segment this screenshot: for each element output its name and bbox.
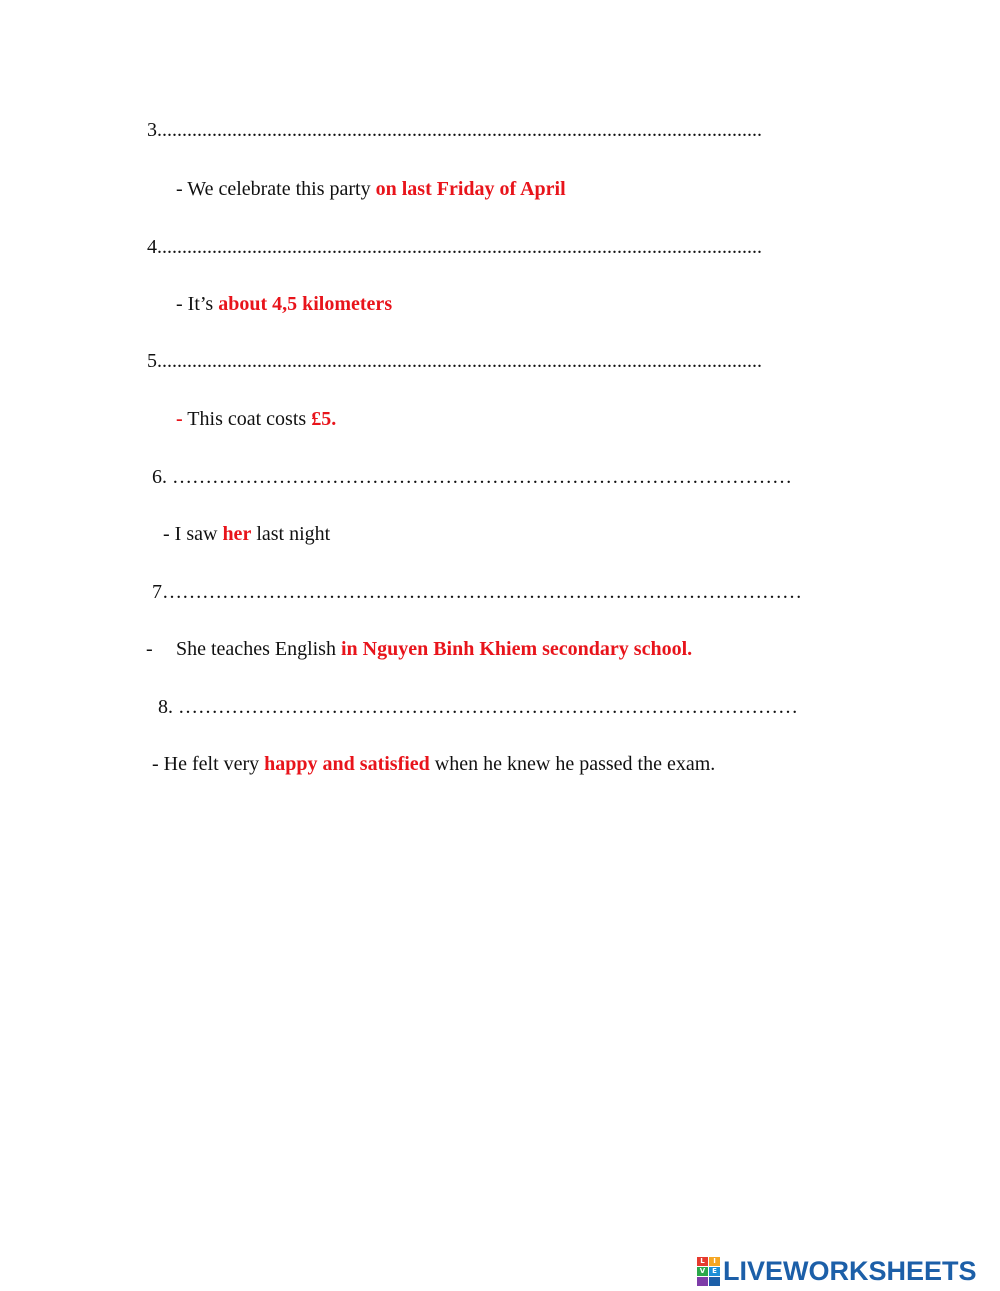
question-5-dots: 5......................................................................................................................... — [147, 350, 762, 372]
answer-5-dash: - — [176, 408, 183, 430]
question-6-line — [152, 465, 792, 489]
logo-mark-block — [697, 1277, 708, 1286]
answer-6-suffix: last night — [251, 523, 331, 545]
question-4-dots: 4......................................................................................................................... — [147, 236, 762, 258]
answer-6 — [163, 522, 330, 546]
question-7-dots: 7…………………………………………………………………………………… — [152, 581, 802, 603]
question-6-dots: 6. ………………………………………………………………………………… — [152, 466, 792, 488]
liveworksheets-logo-icon — [697, 1257, 720, 1286]
logo-mark-block: E — [709, 1267, 720, 1276]
question-7-line — [152, 580, 802, 604]
liveworksheets-logo — [697, 1256, 977, 1286]
question-4-line — [147, 235, 762, 259]
logo-mark-block — [709, 1277, 720, 1286]
answer-8-suffix: when he knew he passed the exam. — [429, 753, 716, 775]
question-8-line — [158, 695, 798, 719]
question-3-line — [147, 118, 762, 142]
answer-3-highlight: on last Friday of April — [375, 178, 566, 200]
answer-8-highlight: happy and satisfied — [264, 753, 430, 775]
question-5-line — [147, 349, 762, 373]
answer-8 — [152, 752, 715, 776]
answer-6-text: - I saw — [163, 523, 223, 545]
answer-7 — [146, 637, 692, 661]
logo-mark-block: L — [697, 1257, 708, 1266]
answer-6-highlight: her — [222, 523, 252, 545]
answer-5-text: This coat costs — [182, 408, 312, 430]
answer-4-text: - It’s — [176, 293, 219, 315]
answer-4-highlight: about 4,5 kilometers — [218, 293, 393, 315]
answer-7-dash: - — [146, 638, 153, 660]
liveworksheets-logo-text: LIVEWORKSHEETS — [723, 1256, 977, 1286]
question-8-dots: 8. ………………………………………………………………………………… — [158, 696, 798, 718]
answer-7-highlight: in Nguyen Binh Khiem secondary school. — [340, 638, 693, 660]
logo-mark-block: V — [697, 1267, 708, 1276]
answer-4 — [176, 292, 392, 316]
answer-7-text: She teaches English — [176, 638, 341, 660]
answer-3 — [176, 177, 566, 201]
answer-5-highlight: £5. — [311, 408, 337, 430]
answer-8-text: - He felt very — [152, 753, 265, 775]
logo-mark-block: I — [709, 1257, 720, 1266]
answer-5 — [176, 407, 336, 431]
question-3-dots: 3......................................................................................................................... — [147, 119, 762, 141]
answer-3-text: - We celebrate this party — [176, 178, 376, 200]
